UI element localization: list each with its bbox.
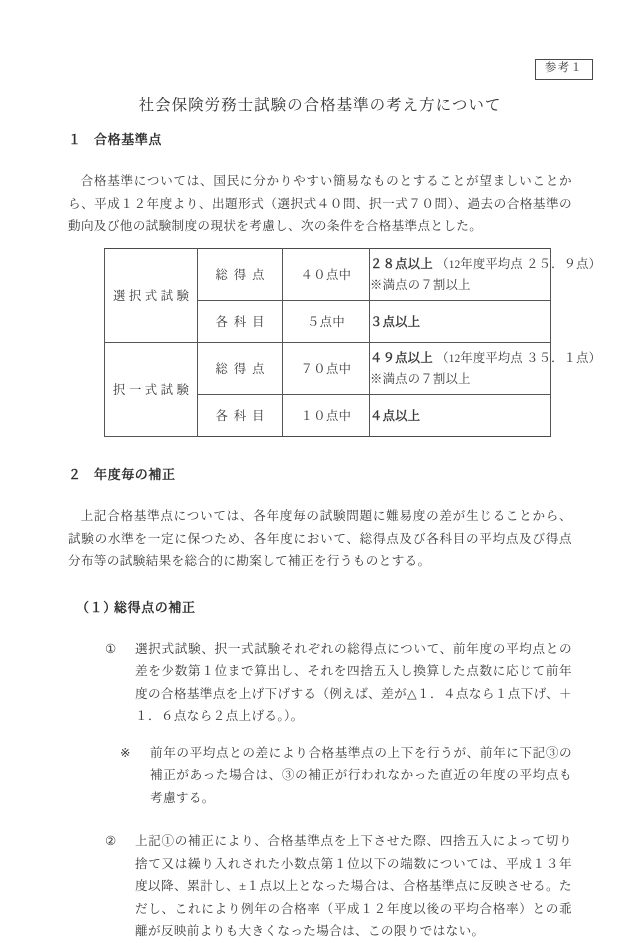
cell-full-marks: １０点中 (283, 395, 370, 437)
cell-exam-type-select (105, 249, 198, 343)
subsection-number: （１） (76, 599, 117, 615)
section-1-heading (68, 131, 572, 149)
reference-tag: 参考１ (535, 59, 593, 80)
cell-criterion (370, 301, 551, 343)
criterion-paren (433, 257, 601, 271)
list-text: 上記①の補正により、合格基準点を上下させた際、四捨五入によって切り捨て又は繰り入れされた小数点第１位以下の端数については、平成１３年度以降、累計し、±１点以上となった場合は、合格基準点に反映させる。ただし、これにより例年の合格率（平成１２年度以後の平均合格率）との乖離が反映前よりも大きくなった場合は、この限りではない。 (135, 834, 572, 939)
criterion-paren-open: （ (436, 257, 449, 271)
table-row (105, 343, 551, 395)
list-item (105, 830, 572, 943)
cell-criterion (370, 395, 551, 437)
section-2-number: ２ (68, 467, 82, 482)
spacer (68, 149, 572, 170)
section-1-title: 合格基準点 (94, 132, 163, 147)
criteria-table-wrapper (104, 248, 602, 437)
section-2-heading (68, 466, 572, 484)
section-1-number: １ (68, 132, 82, 147)
criterion-main: ４点以上 (370, 408, 421, 423)
criterion-main: ４９点以上 (370, 351, 433, 365)
score-kind-label: 各科目 (215, 408, 271, 423)
table-row (105, 249, 551, 301)
cell-criterion (370, 343, 602, 395)
spacer (68, 484, 572, 505)
subsection-title: 総得点の補正 (114, 599, 196, 615)
content-block-section-1 (68, 131, 572, 238)
list-text: 前年の平均点との差により合格基準点の上下を行うが、前年に下記③の補正があった場合は、③の補正が行われなかった直近の年度の平均点も考慮する。 (150, 745, 572, 805)
criterion-paren-body: 年度平均点 ２５．９点） (460, 257, 602, 271)
content-block-section-2 (68, 466, 572, 943)
criterion-paren-body: 年度平均点 ３５．１点） (460, 351, 602, 365)
cell-score-kind (198, 301, 283, 343)
criterion-paren-year: 12 (448, 353, 461, 365)
cell-full-marks: ７０点中 (283, 343, 370, 395)
section-2-title: 年度毎の補正 (94, 467, 176, 482)
cell-exam-type-choice (105, 343, 198, 437)
list-marker: ① (105, 641, 117, 656)
criterion-main: ２８点以上 (370, 257, 433, 271)
cell-criterion (370, 249, 602, 301)
cell-full-marks: ５点中 (283, 301, 370, 343)
criterion-note: ※満点の７割以上 (370, 278, 471, 292)
exam-type-label: 選択式試験 (113, 288, 193, 303)
criterion-paren-year: 12 (448, 259, 461, 271)
list-item (105, 638, 572, 728)
list-item (120, 742, 572, 810)
criteria-table (104, 248, 602, 437)
criterion-main: ３点以上 (370, 314, 421, 329)
list-text: 選択式試験、択一式試験それぞれの総得点について、前年度の平均点との差を少数第１位まで算出し、それを四捨五入し換算した点数に応じて前年度の合格基準点を上げ下げする（例えば、差が△１．４点なら１点下げ、＋１．６点なら２点上げる。）。 (135, 641, 572, 724)
criterion-note: ※満点の７割以上 (370, 372, 471, 386)
score-kind-label: 総得点 (215, 361, 271, 376)
cell-full-marks: ４０点中 (283, 249, 370, 301)
score-kind-label: 総得点 (215, 267, 271, 282)
cell-score-kind (198, 249, 283, 301)
spacer (68, 617, 572, 638)
cell-score-kind (198, 343, 283, 395)
exam-type-label: 択一式試験 (113, 382, 193, 397)
spacer (68, 728, 572, 742)
list-marker: ※ (120, 745, 131, 760)
score-kind-label: 各科目 (215, 314, 271, 329)
cell-score-kind (198, 395, 283, 437)
spacer (68, 809, 572, 830)
list-marker: ② (105, 834, 117, 849)
page-title: 社会保険労務士試験の合格基準の考え方について (138, 97, 502, 114)
criterion-paren-open: （ (436, 351, 449, 365)
subsection-heading (68, 599, 572, 617)
section-1-paragraph: 合格基準については、国民に分かりやすい簡易なものとすることが望ましいことから、平成１２年度より、出題形式（選択式４０問、択一式７０問）、過去の合格基準の動向及び他の試験制度の現状を考慮し、次の条件を合格基準点とした。 (68, 174, 572, 234)
spacer (68, 573, 572, 599)
section-2-paragraph: 上記合格基準点については、各年度毎の試験問題に難易度の差が生じることから、試験の水準を一定に保つため、各年度において、総得点及び各科目の平均点及び得点分布等の試験結果を総合的に勘案して補正を行うものとする。 (68, 509, 572, 569)
criterion-paren (433, 351, 601, 365)
